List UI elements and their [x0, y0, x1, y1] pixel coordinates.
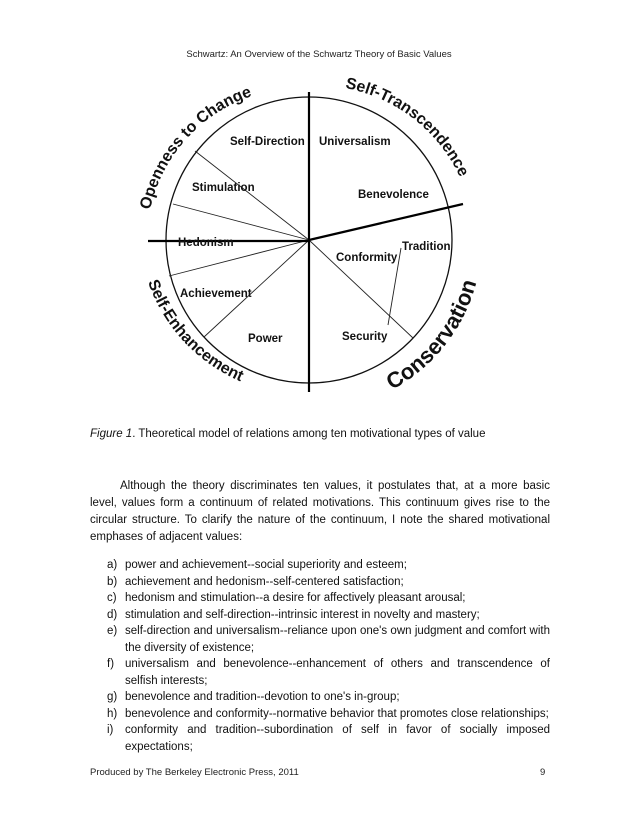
running-header: Schwartz: An Overview of the Schwartz Theory of Basic Values — [186, 49, 452, 60]
figure-caption — [90, 428, 560, 440]
list-item — [90, 706, 550, 723]
list-marker: c) — [107, 592, 117, 604]
value-self-direction: Self-Direction — [230, 136, 305, 148]
list-item — [90, 656, 550, 689]
list-item — [90, 557, 550, 574]
value-benevolence: Benevolence — [358, 189, 429, 201]
value-hedonism: Hedonism — [178, 237, 234, 249]
list-item — [90, 607, 550, 624]
list-marker: f) — [107, 658, 115, 670]
list-item-text: stimulation and self-direction--intrinsic interest in novelty and mastery; — [125, 608, 480, 621]
value-power: Power — [248, 333, 283, 345]
figure-caption-label: Figure 1 — [90, 428, 133, 440]
list-marker: d) — [107, 608, 118, 621]
list-item-text: self-direction and universalism--reliance upon one's own judgment and comfort with the diversity of existence; — [125, 625, 550, 654]
list-marker: b) — [107, 575, 118, 588]
list-item-text: universalism and benevolence--enhancement of others and transcendence of selfish interests; — [125, 658, 550, 687]
list-item-text: conformity and tradition--subordination of self in favor of socially imposed expectations; — [125, 724, 550, 753]
list-item-text: power and achievement--social superiority and esteem; — [125, 559, 407, 571]
value-achievement: Achievement — [180, 288, 252, 300]
list-item-text: hedonism and stimulation--a desire for affectively pleasant arousal; — [125, 592, 466, 604]
value-universalism: Universalism — [319, 136, 391, 148]
adjacent-values-list — [90, 557, 550, 755]
footer-publisher: Produced by The Berkeley Electronic Press, 2011 — [90, 767, 299, 778]
dimension-self-transcendence: Self-Transcendence — [344, 75, 472, 180]
list-item — [90, 590, 550, 607]
dimension-conservation: Conservation — [381, 276, 482, 395]
divider-stimulation-hedonism — [173, 204, 309, 240]
value-conformity: Conformity — [336, 252, 398, 264]
value-stimulation: Stimulation — [192, 182, 255, 194]
page-number: 9 — [540, 767, 546, 778]
list-marker: h) — [107, 707, 118, 720]
list-marker: e) — [107, 625, 118, 637]
list-item-text: benevolence and tradition--devotion to one's in-group; — [125, 691, 400, 703]
list-item-text: benevolence and conformity--normative behavior that promotes close relationships; — [125, 707, 549, 720]
list-marker: g) — [107, 691, 118, 703]
list-item — [90, 722, 550, 755]
list-marker: a) — [107, 559, 118, 571]
body-paragraph: Although the theory discriminates ten values, it postulates that, at a more basic level, values form a continuum of related motivations. This continuum gives rise to the circular structure. To clarify the nature of the continuum, I note the shared motivational emphases of adjacent values: — [90, 480, 550, 543]
list-item — [90, 689, 550, 706]
list-item — [90, 574, 550, 591]
list-item-text: achievement and hedonism--self-centered satisfaction; — [125, 575, 404, 588]
list-item — [90, 623, 550, 656]
value-security: Security — [342, 331, 388, 343]
dimension-self-enhancement: Self-Enhancement — [144, 277, 246, 386]
dimension-openness-to-change: Openness to Change — [137, 83, 254, 212]
boundary-right — [309, 204, 463, 240]
list-marker: i) — [107, 724, 114, 736]
value-tradition: Tradition — [402, 241, 451, 253]
figure-caption-text: . Theoretical model of relations among ten motivational types of value — [132, 428, 486, 440]
divider-self-direction-stimulation — [195, 151, 309, 240]
